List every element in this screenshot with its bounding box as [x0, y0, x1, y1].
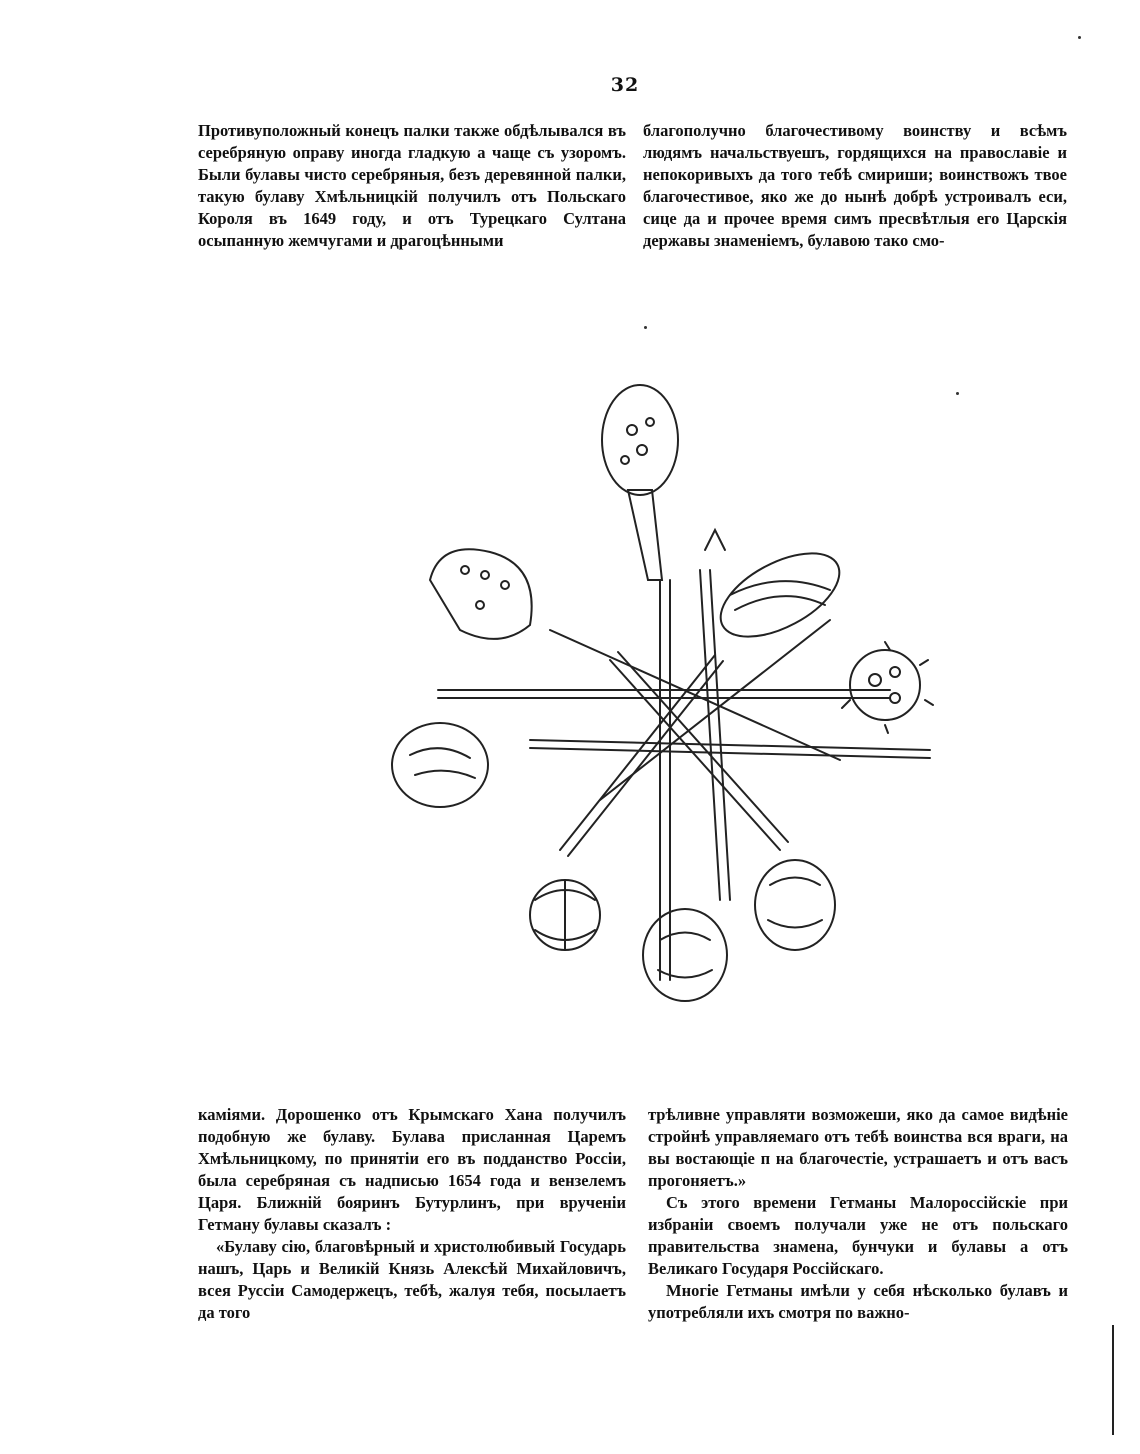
paragraph: Противуположный конецъ палки также обдѣлывался въ серебряную оправу иногда гладкую а чаще съ узоромъ. Были булавы чисто серебряныя, безъ деревянной палки, такую булаву Хмѣльницкій получилъ отъ Польскаго Короля въ 1649 году, и отъ Турецкаго Султана осыпанную жемчугами и драгоцѣнными: [198, 121, 626, 250]
maces-illustration: [370, 380, 970, 1020]
paragraph: Съ этого времени Гетманы Малороссійскіе при избраніи своемъ получали уже не отъ польскаго правительства знамена, бунчуки и булавы а отъ Великаго Государя Россійскаго.: [648, 1193, 1068, 1278]
paragraph: трѣливне управляти возможеши, яко да самое видѣніе стройнѣ управляемаго отъ тебѣ воинства вся враги, на вы востающіе п на благочестіе, устрашаетъ и отъ васъ прогоняетъ.»: [648, 1105, 1068, 1190]
text-column-bottom-left: [198, 1104, 626, 1324]
paragraph: Многіе Гетманы имѣли у себя нѣсколько булавъ и употребляли ихъ смотря по важно-: [648, 1281, 1068, 1322]
margin-rule: [1112, 1325, 1114, 1435]
paragraph: каміями. Дорошенко отъ Крымскаго Хана получилъ подобную же булаву. Булава присланная Царемъ Хмѣльницкому, по принятіи его въ подданство Россіи, была серебряная съ надписью 1654 года и вензелемъ Царя. Ближній бояринъ Бутурлинъ, при врученіи Гетману булавы сказалъ :: [198, 1105, 626, 1234]
page-number: 32: [610, 74, 640, 96]
text-column-top-left: [198, 120, 626, 252]
speck: [1078, 36, 1081, 39]
speck: [644, 326, 647, 329]
text-column-top-right: [643, 120, 1067, 252]
paragraph: «Булаву сію, благовѣрный и христолюбивый Государь нашъ, Царь и Великій Князь Алексѣй Михайловичъ, всея Руссіи Самодержецъ, тебѣ, жалуя тебя, посылаетъ да того: [198, 1237, 626, 1322]
text-column-bottom-right: [648, 1104, 1068, 1324]
speck: [956, 392, 959, 395]
paragraph: благополучно благочестивому воинству и всѣмъ людямъ начальствуешъ, гордящихся на православіе и непокоривыхъ да того тебѣ смириши; воинствожъ твое благочестивое, яко же до нынѣ добрѣ устроивалъ еси, сице да и прочее время симъ пресвѣтлыя его Царскія державы знаменіемъ, булавою тако смо-: [643, 121, 1067, 250]
